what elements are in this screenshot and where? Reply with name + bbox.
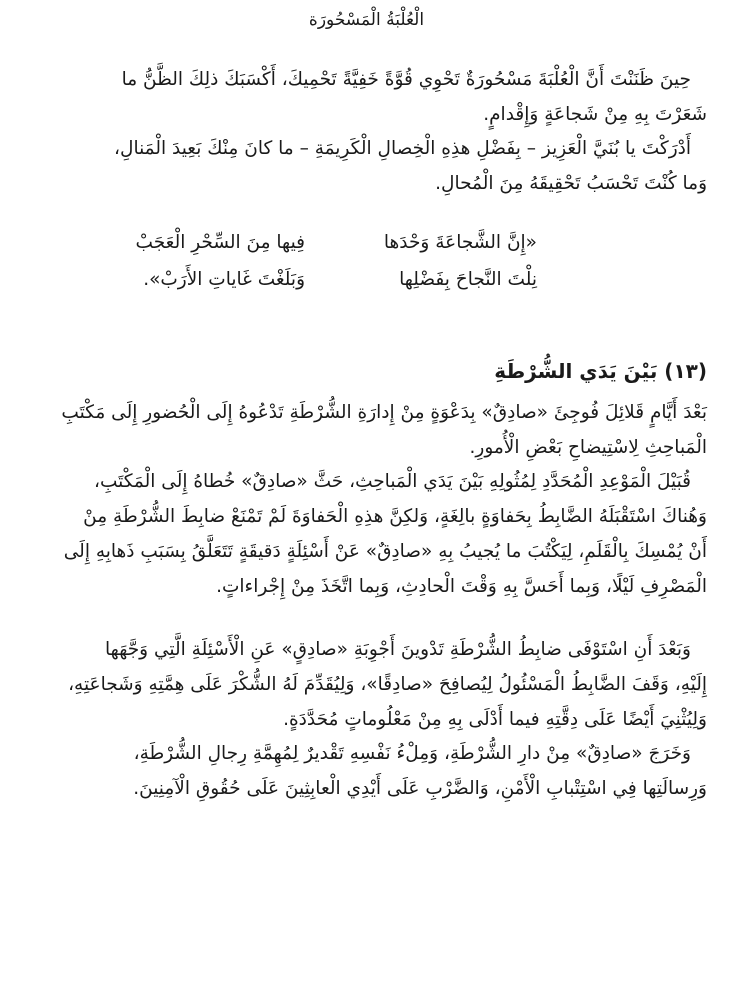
text-line: وَلِيُثْنِيَ أَيْضًا عَلَى دِقَّتِهِ فيما أَدْلَى بِهِ مِنْ مَعْلُوماتٍ مُحَدَّدَةٍ. (283, 709, 707, 730)
text-line: شَعَرْتَ بِهِ مِنْ شَجاعَةٍ وَإِقْدامٍ. (483, 104, 707, 125)
poem-second-hemistich: وَبَلَغْتَ غَاياتِ الأَرَبْ». (143, 269, 305, 290)
section-paragraph-3 (19, 632, 707, 737)
section-paragraph-1 (19, 395, 707, 465)
text-line: قُبَيْلَ الْمَوْعِدِ الْمُحَدَّدِ لِمُثُولِهِ بَيْنَ يَدَي الْمَباحِثِ، حَثَّ «صادِقٌ» خُطاهُ إِلَى الْمَكْتَبِ، (93, 471, 691, 492)
section-paragraph-4 (19, 736, 707, 806)
text-line: إِلَيْهِ، وَقَفَ الضَّابِطُ الْمَسْئُولُ لِيُصافِحَ «صادِقًا»، وَلِيُقَدِّمَ لَهُ الشُّكْرَ عَلَى هِمَّتِهِ وَشَجاعَتِهِ، (68, 674, 707, 695)
section-heading: (١٣) بَيْنَ يَدَي الشُّرْطَةِ (494, 359, 707, 383)
text-line: وَهُناكَ اسْتَقْبَلَهُ الضَّابِطُ بِحَفاوَةٍ بالِغَةٍ، وَلكِنَّ هذِهِ الْحَفاوَةَ لَمْ تَمْنَعْ ضابِطَ الشُّرْطَةِ مِنْ (83, 506, 707, 527)
text-line: حِينَ ظَنَنْتَ أَنَّ الْعُلْبَةَ مَسْحُورَةٌ تَحْوِي قُوَّةً خَفِيَّةً تَحْمِيكَ، أَكْسَبَكَ ذلِكَ الظَّنُّ ما (121, 69, 691, 90)
text-line: أَدْرَكْتَ يا بُنَيَّ الْعَزِيز – بِفَضْلِ هذِهِ الْخِصالِ الْكَرِيمَةِ – ما كانَ مِنْكَ بَعِيدَ الْمَنالِ، (114, 138, 691, 159)
poem-verse (0, 224, 733, 261)
text-line: الْمَباحِثِ لِاسْتِيضاحِ بَعْضِ الْأُمورِ. (469, 437, 707, 458)
intro-paragraph-2 (19, 131, 707, 201)
poem-second-hemistich: فِيها مِنَ السِّحْرِ الْعَجَبْ (135, 232, 305, 253)
text-line: الْمَصْرِفِ لَيْلًا، وَبِما أَحَسَّ بِهِ وَقْتَ الْحادِثِ، وَبِما اتَّخَذَ مِنْ إِجْراءاتٍ. (216, 576, 707, 597)
text-line: أَنْ يُمْسِكَ بِالْقَلَمِ، لِيَكْتُبَ ما يُجيبُ بِهِ «صادِقٌ» عَنْ أَسْئِلَةٍ دَقيقَةٍ تَتَعَلَّقُ بِسَبَبِ ذَهابِهِ إِلَى (63, 541, 707, 562)
poem-verse (0, 261, 733, 298)
text-line: بَعْدَ أَيَّامٍ قَلائِلَ فُوجِئَ «صادِقٌ» بِدَعْوَةٍ مِنْ إِدارَةِ الشُّرْطَةِ تَدْعُوهُ إِلَى الْحُضورِ إِلَى مَكْتَبِ (61, 402, 707, 423)
poem-first-hemistich: «إِنَّ الشَّجاعَةَ وَحْدَها (383, 232, 537, 253)
text-line: وَخَرَجَ «صادِقٌ» مِنْ دارِ الشُّرْطَةِ، وَمِلْءُ نَفْسِهِ تَقْديرٌ لِمُهِمَّةِ رِجالِ الشُّرْطَةِ، (133, 743, 691, 764)
running-header: الْعُلْبَةُ الْمَسْحُورَة (308, 10, 425, 30)
intro-paragraph-1 (19, 62, 707, 132)
text-line: وَرِسالَتِها فِي اسْتِتْبابِ الْأَمْنِ، وَالضَّرْبِ عَلَى أَيْدِي الْعابِثِينَ عَلَى حُقُوقِ الْآمِنِينَ. (133, 778, 707, 799)
section-paragraph-2 (19, 464, 707, 604)
text-line: وَبَعْدَ أَنِ اسْتَوْفَى ضابِطُ الشُّرْطَةِ تَدْوينَ أَجْوِبَةِ «صادِقٍ» عَنِ الْأَسْئِلَةِ الَّتِي وَجَّهَها (105, 639, 691, 660)
poem-first-hemistich: نِلْتَ النَّجاحَ بِفَضْلِها (399, 269, 537, 290)
text-line: وَما كُنْتَ تَحْسَبُ تَحْقِيقَهُ مِنَ الْمُحالِ. (435, 173, 707, 194)
poem (0, 224, 733, 298)
